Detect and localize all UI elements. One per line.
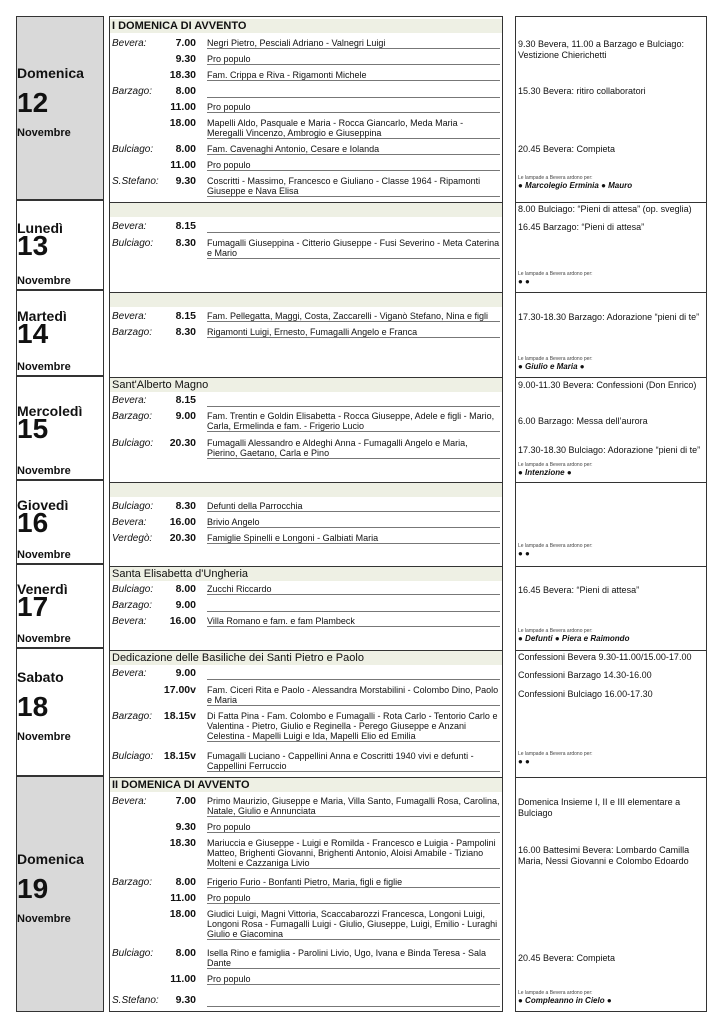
mass-time: 7.00 — [175, 37, 196, 49]
day-divider — [516, 202, 706, 203]
day-divider — [110, 377, 502, 378]
church-name: Barzago: — [112, 711, 153, 722]
day-name: Venerdì — [17, 581, 68, 597]
mass-intention: Isella Rino e famiglia - Parolini Livio, Ugo, Ivana e Binda Teresa - Sala Dante — [207, 948, 500, 969]
mass-time: 9.30 — [175, 53, 196, 65]
lamp-names: ● Defunti ● Piera e Raimondo — [518, 634, 630, 643]
event-note: Domenica Insieme I, II e III elementare a Bulciago — [518, 797, 681, 818]
mass-intention: Fam. Crippa e Riva - Rigamonti Michele — [207, 70, 500, 81]
event-note: 17.30-18.30 Barzago: Adorazione “pieni di te” — [518, 312, 700, 322]
day-number: 16 — [17, 507, 49, 538]
church-name: Barzago: — [112, 327, 153, 338]
day-divider — [516, 377, 706, 378]
day-divider — [516, 566, 706, 567]
mass-intention: Fam. Pellegatta, Maggi, Costa, Zaccarelli - Viganò Stefano, Nina e figli — [207, 311, 500, 322]
mass-intention: Frigerio Furio - Bonfanti Pietro, Maria, figli e figlie — [207, 877, 500, 888]
day-box — [16, 480, 104, 564]
day-month: Novembre — [17, 127, 71, 139]
day-number: 19 — [17, 873, 49, 904]
mass-intention: Fam. Cavenaghi Antonio, Cesare e Iolanda — [207, 144, 500, 155]
day-box — [16, 564, 104, 648]
day-month: Novembre — [17, 361, 71, 373]
day-divider — [110, 482, 502, 483]
mass-time: 8.15 — [175, 220, 196, 232]
event-note: 9.30 Bevera, 11.00 a Barzago e Bulciago: Vestizione Chierichetti — [518, 39, 684, 60]
church-name: Bulciago: — [112, 238, 154, 249]
day-box — [16, 648, 104, 776]
mass-intention: Zucchi Riccardo — [207, 584, 500, 595]
church-name: Bevera: — [112, 395, 147, 406]
day-box — [16, 776, 104, 1012]
mass-intention: Pro populo — [207, 822, 500, 833]
day-header: Sant'Alberto Magno — [110, 378, 502, 392]
lamp-names: ● Marcolegio Erminia ● Mauro — [518, 181, 633, 190]
mass-time: 9.00 — [175, 667, 196, 679]
mass-intention: Fam. Trentin e Goldin Elisabetta - Rocca Giuseppe, Adele e figli - Mario, Carla, Ermelinda e fam. - Frigerio Lucio — [207, 411, 500, 432]
mass-intention: Pro populo — [207, 974, 500, 985]
lamp-names: ● Compleanno in Cielo ● — [518, 996, 612, 1005]
church-name: Barzago: — [112, 411, 153, 422]
mass-time: 8.00 — [175, 876, 196, 888]
day-number: 17 — [17, 591, 49, 622]
church-name: Barzago: — [112, 600, 153, 611]
church-name: Bulciago: — [112, 144, 154, 155]
lamp-label: Le lampade a Bevera ardono per: — [518, 356, 593, 362]
church-name: S.Stefano: — [112, 995, 159, 1006]
church-name: Bevera: — [112, 668, 147, 679]
mass-time: 8.30 — [175, 500, 196, 512]
day-month: Novembre — [17, 731, 71, 743]
day-divider — [110, 650, 502, 651]
day-number: 18 — [17, 691, 49, 722]
day-divider — [516, 650, 706, 651]
mass-intention: Di Fatta Pina - Fam. Colombo e Fumagalli - Rota Carlo - Tentorio Carlo e Valentina - Pietro, Giulio e Reginella - Perego Giuseppe e Anzani Celestina - Mapelli Luigi e Ida, Mapelli Elio ed Emilia — [207, 711, 500, 742]
mass-intention: Giudici Luigi, Magni Vittoria, Scaccabarozzi Francesca, Longoni Luigi, Longoni Rosa - Fumagalli Luigi - Giulio, Giuseppe, Luigi, Emilio - Luraghi Giulio e Giacomina — [207, 909, 500, 940]
day-divider — [110, 292, 502, 293]
mass-intention: Mariuccia e Giuseppe - Luigi e Romilda - Francesco e Luigia - Pampolini Matteo, Brighenti Giovanni, Brighenti Antonio, Aloisi Amabile - Tiziano Molteni e Cazzaniga Livio — [207, 838, 500, 869]
day-divider — [110, 777, 502, 778]
mass-time: 16.00 — [169, 615, 196, 627]
church-name: Bulciago: — [112, 501, 154, 512]
mass-intention: Fumagalli Luciano - Cappellini Anna e Coscritti 1940 vivi e defunti - Cappellini Ferruccio — [207, 751, 500, 772]
lamp-names: ● ● — [518, 549, 530, 558]
church-name: Bevera: — [112, 796, 147, 807]
day-month: Novembre — [17, 549, 71, 561]
day-number: 14 — [17, 318, 49, 349]
mass-time: 9.30 — [175, 175, 196, 187]
day-divider — [516, 292, 706, 293]
day-box — [16, 200, 104, 290]
day-header: I DOMENICA DI AVVENTO — [110, 19, 502, 33]
mass-intention: Villa Romano e fam. e fam Plambeck — [207, 616, 500, 627]
mass-time: 8.15 — [175, 310, 196, 322]
mass-time: 8.00 — [175, 947, 196, 959]
day-name: Giovedì — [17, 497, 69, 513]
church-name: Bevera: — [112, 311, 147, 322]
mass-intention — [207, 395, 500, 407]
day-header — [110, 293, 502, 307]
mass-intention: Coscritti - Massimo, Francesco e Giuliano - Classe 1964 - Ripamonti Giuseppe e Nava Elisa — [207, 176, 500, 197]
mass-time: 9.00 — [175, 410, 196, 422]
church-name: Bevera: — [112, 517, 147, 528]
day-name: Martedì — [17, 308, 67, 324]
church-name: Verdegò: — [112, 533, 153, 544]
mass-time: 16.00 — [169, 516, 196, 528]
mass-intention: Brivio Angelo — [207, 517, 500, 528]
day-header — [110, 483, 502, 497]
mass-intention — [207, 600, 500, 612]
mass-time: 9.00 — [175, 599, 196, 611]
event-note: 16.45 Bevera: “Pieni di attesa” — [518, 585, 640, 595]
mass-intention — [207, 221, 500, 233]
mass-time: 8.00 — [175, 143, 196, 155]
church-name: Bevera: — [112, 221, 147, 232]
event-note: 17.30-18.30 Bulciago: Adorazione “pieni di te” — [518, 445, 701, 455]
event-note: 16.45 Barzago: “Pieni di attesa” — [518, 222, 645, 232]
mass-intention: Fam. Ciceri Rita e Paolo - Alessandra Morstabilini - Colombo Dino, Paolo e Maria — [207, 685, 499, 705]
mass-intention — [207, 668, 500, 680]
events-panel — [515, 16, 707, 1012]
mass-time: 11.00 — [170, 892, 196, 904]
mass-time: 18.00 — [169, 908, 196, 920]
mass-time: 18.00 — [169, 117, 196, 129]
day-header — [110, 203, 502, 217]
lamp-label: Le lampade a Bevera ardono per: — [518, 462, 593, 468]
mass-time: 8.00 — [175, 85, 196, 97]
day-divider — [110, 202, 502, 203]
day-name: Mercoledì — [17, 403, 83, 419]
day-box — [16, 16, 104, 200]
lamp-label: Le lampade a Bevera ardono per: — [518, 990, 593, 996]
lamp-names: ● ● — [518, 757, 530, 766]
day-divider — [516, 482, 706, 483]
day-month: Novembre — [17, 633, 71, 645]
lamp-names: ● Intenzione ● — [518, 468, 572, 477]
day-name: Domenica — [17, 65, 84, 81]
event-note: 20.45 Bevera: Compieta — [518, 953, 616, 963]
mass-time: 8.15 — [175, 394, 196, 406]
mass-intention: Famiglie Spinelli e Longoni - Galbiati Maria — [207, 533, 500, 544]
day-number: 15 — [17, 413, 49, 444]
mass-intention — [207, 86, 500, 98]
day-month: Novembre — [17, 913, 71, 925]
day-name: Domenica — [17, 851, 84, 867]
mass-intention: Primo Maurizio, Giuseppe e Maria, Villa Santo, Fumagalli Rosa, Carolina, Natale, Giulio e Annunciata — [207, 796, 500, 816]
mass-intentions-panel — [109, 16, 503, 1012]
church-name: Bulciago: — [112, 584, 154, 595]
mass-time: 20.30 — [169, 437, 196, 449]
church-name: Barzago: — [112, 86, 153, 97]
mass-time: 9.30 — [175, 821, 196, 833]
day-month: Novembre — [17, 465, 71, 477]
lamp-names: ● ● — [518, 277, 530, 286]
lamp-names: ● Giulio e Maria ● — [518, 362, 585, 371]
mass-intention: Defunti della Parrocchia — [207, 501, 500, 512]
lamp-label: Le lampade a Bevera ardono per: — [518, 628, 593, 634]
event-note: 20.45 Bevera: Compieta — [518, 144, 616, 154]
church-name: Bulciago: — [112, 948, 154, 959]
church-name: Barzago: — [112, 877, 153, 888]
mass-time: 17.00v — [163, 684, 196, 696]
day-box — [16, 376, 104, 480]
lamp-label: Le lampade a Bevera ardono per: — [518, 751, 593, 757]
event-note: 8.00 Bulciago: “Pieni di attesa” (op. sveglia) — [518, 204, 692, 214]
day-header: Santa Elisabetta d'Ungheria — [110, 567, 502, 581]
lamp-label: Le lampade a Bevera ardono per: — [518, 175, 593, 181]
day-name: Lunedì — [17, 220, 63, 236]
mass-intention: Pro populo — [207, 160, 500, 171]
mass-time: 11.00 — [170, 101, 196, 113]
church-name: Bulciago: — [112, 438, 154, 449]
event-note: 9.00-11.30 Bevera: Confessioni (Don Enrico) — [518, 380, 697, 390]
mass-time: 18.15v — [163, 750, 196, 762]
mass-time: 11.00 — [170, 973, 196, 985]
mass-time: 8.30 — [175, 237, 196, 249]
mass-time: 18.30 — [169, 69, 196, 81]
mass-time: 8.30 — [175, 326, 196, 338]
mass-time: 20.30 — [169, 532, 196, 544]
lamp-label: Le lampade a Bevera ardono per: — [518, 543, 593, 549]
mass-intention: Negri Pietro, Pesciali Adriano - Valnegri Luigi — [207, 38, 500, 49]
lamp-label: Le lampade a Bevera ardono per: — [518, 271, 593, 277]
mass-intention: Mapelli Aldo, Pasquale e Maria - Rocca Giancarlo, Meda Maria - Meregalli Vincenzo, Ambrogio e Giuseppina — [207, 118, 500, 139]
church-name: Bevera: — [112, 38, 147, 49]
event-note: 16.00 Battesimi Bevera: Lombardo Camilla Maria, Nessi Giovanni e Colombo Edoardo — [518, 845, 690, 866]
mass-time: 11.00 — [170, 159, 196, 171]
mass-intention: Rigamonti Luigi, Ernesto, Fumagalli Angelo e Franca — [207, 327, 500, 338]
day-divider — [110, 566, 502, 567]
event-note: Confessioni Bevera 9.30-11.00/15.00-17.00 — [518, 652, 692, 662]
church-name: S.Stefano: — [112, 176, 159, 187]
event-note: 15.30 Bevera: ritiro collaboratori — [518, 86, 646, 96]
church-name: Bulciago: — [112, 751, 154, 762]
day-number: 13 — [17, 230, 49, 261]
event-note: 6.00 Barzago: Messa dell’aurora — [518, 416, 648, 426]
mass-time: 18.15v — [163, 710, 196, 722]
mass-intention: Fumagalli Giuseppina - Citterio Giuseppe - Fusi Severino - Meta Caterina e Mario — [207, 238, 500, 258]
mass-intention: Fumagalli Alessandro e Aldeghi Anna - Fumagalli Angelo e Maria, Pierino, Gaetano, Carla e Pino — [207, 438, 500, 459]
day-divider — [516, 777, 706, 778]
day-month: Novembre — [17, 275, 71, 287]
mass-time: 18.30 — [169, 837, 196, 849]
church-name: Bevera: — [112, 616, 147, 627]
mass-time: 8.00 — [175, 583, 196, 595]
day-name: Sabato — [17, 669, 64, 685]
mass-intention: Pro populo — [207, 54, 500, 65]
day-number: 12 — [17, 87, 49, 118]
mass-time: 9.30 — [175, 994, 196, 1006]
day-header: Dedicazione delle Basiliche dei Santi Pietro e Paolo — [110, 651, 502, 665]
day-box — [16, 290, 104, 376]
event-note: Confessioni Bulciago 16.00-17.30 — [518, 689, 653, 699]
mass-intention: Pro populo — [207, 893, 500, 904]
event-note: Confessioni Barzago 14.30-16.00 — [518, 670, 652, 680]
mass-time: 7.00 — [175, 795, 196, 807]
mass-intention — [207, 995, 500, 1007]
mass-intention: Pro populo — [207, 102, 500, 113]
day-header: II DOMENICA DI AVVENTO — [110, 778, 502, 792]
